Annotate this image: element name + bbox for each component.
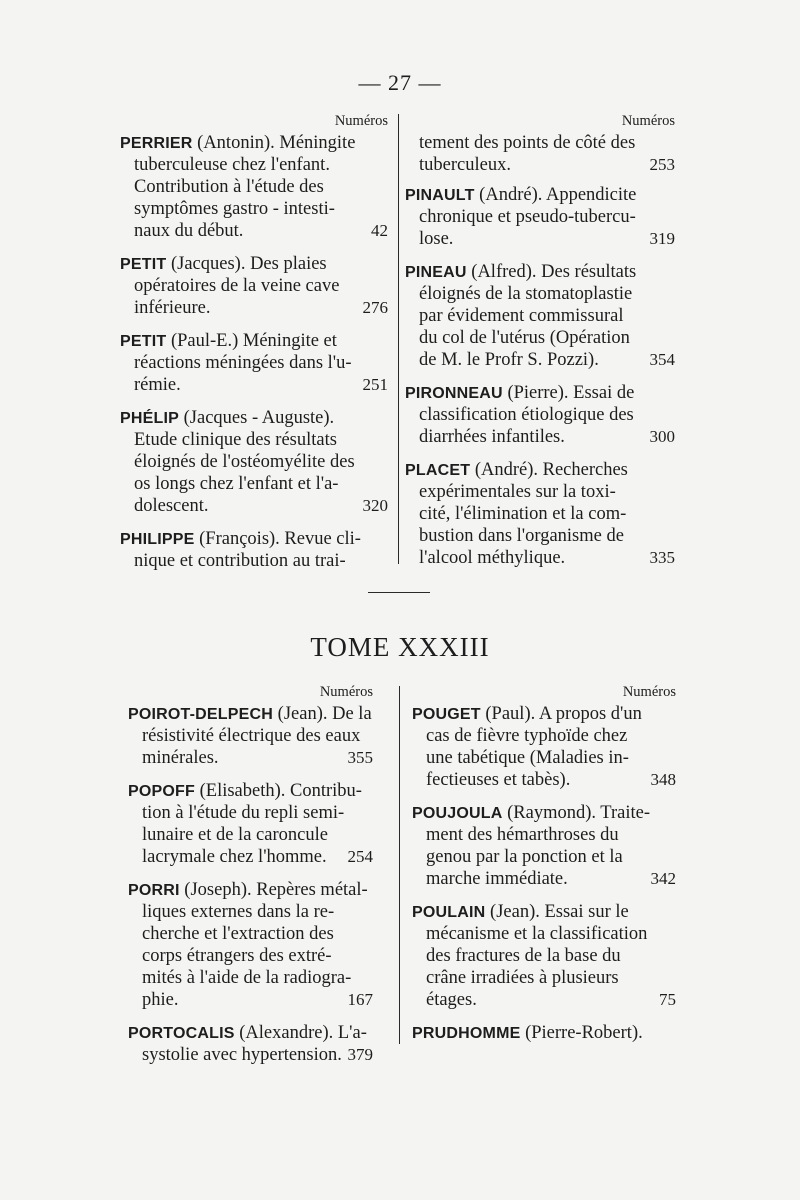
entry-number: 276 [362,298,388,317]
entry-line: dolescent. [134,496,209,516]
entry-number: 75 [659,990,676,1009]
entry-number: 167 [347,990,373,1009]
entry-line: cas de fièvre typhoïde chez [426,726,628,746]
entry-first-line [412,1022,676,1044]
entry-first-text: (Pierre). Essai de [502,383,635,403]
top-left-column [120,112,388,583]
numeros-label: Numéros [334,113,388,129]
bottom-right-column [412,683,676,1055]
author-name: PETIT [120,333,167,350]
entry-first-line [405,184,675,206]
entry-number: 335 [649,548,675,567]
thesis-entry [128,703,373,769]
author-name: PINAULT [405,187,475,204]
entry-number: 42 [371,221,388,240]
thesis-entry [120,330,388,396]
entry-first-line [120,528,388,550]
author-name: POIROT-DELPECH [128,706,274,723]
author-name: PLACET [405,462,471,479]
entry-line: systolie avec hypertension. [142,1045,342,1065]
entry-line: Etude clinique des résultats [134,430,337,450]
entry-first-line [405,382,675,404]
entry-line: classification étiologique des [419,405,634,425]
entry-line: liques externes dans la re- [142,902,335,922]
author-name: PRUDHOMME [412,1025,521,1042]
thesis-entry [405,184,675,250]
entry-line: phie. [142,990,179,1010]
entry-first-text: (Pierre-Robert). [520,1023,643,1043]
thesis-entry [128,879,373,1011]
entry-first-text: (Jacques - Auguste). [179,408,335,428]
entry-first-text: (François). Revue cli- [194,529,361,549]
entry-line: ment des hémarthroses du [426,825,619,845]
thesis-entry [412,901,676,1011]
entry-first-line [128,780,373,802]
author-name: POUGET [412,706,481,723]
thesis-entry [120,253,388,319]
entry-number: 253 [649,155,675,174]
entry-line: tion à l'étude du repli semi- [142,803,345,823]
entry-line: opératoires de la veine cave [134,276,340,296]
thesis-entry [412,703,676,791]
entry-line: inférieure. [134,298,211,318]
thesis-entry [128,780,373,868]
author-name: POPOFF [128,783,195,800]
thesis-entry [412,802,676,890]
entry-line: du col de l'utérus (Opération [419,328,630,348]
entry-line: lose. [419,229,454,249]
entry-line: tuberculeux. [419,155,511,175]
entry-first-text: (Joseph). Repères métal- [179,880,368,900]
author-name: PIRONNEAU [405,385,503,402]
entry-first-text: (Elisabeth). Contribu- [194,781,362,801]
entry-first-line [405,459,675,481]
bottom-column-divider [399,686,400,1044]
entry-line: diarrhées infantiles. [419,427,565,447]
entry-line: mités à l'aide de la radiogra- [142,968,352,988]
entry-first-text: (Antonin). Méningite [192,133,356,153]
entry-first-text: (Jacques). Des plaies [166,254,327,274]
page-number: — 27 — [358,70,442,95]
entry-line: mécanisme et la classification [426,924,648,944]
entry-first-text: (Jean). Essai sur le [485,902,629,922]
entry-first-text: (Paul). A propos d'un [480,704,642,724]
entry-number: 379 [347,1045,373,1064]
author-name: POULAIN [412,904,486,921]
entry-line: nique et contribution au trai- [134,551,346,571]
entry-number: 355 [347,748,373,767]
tome-title: TOME XXXIII [310,632,490,662]
bottom-left-column [128,683,373,1077]
entry-number: 254 [347,847,373,866]
entry-first-text: (André). Recherches [470,460,628,480]
section-separator [368,592,430,593]
entry-line: tuberculeuse chez l'enfant. [134,155,330,175]
entry-number: 251 [362,375,388,394]
entry-first-line [128,879,373,901]
entry-line: tement des points de côté des [419,133,636,153]
entry-number: 342 [650,869,676,888]
author-name: POUJOULA [412,805,503,822]
numeros-label: Numéros [622,684,676,700]
entry-line: cité, l'élimination et la com- [419,504,627,524]
author-name: PINEAU [405,264,467,281]
entry-line: naux du début. [134,221,244,241]
thesis-entry [128,1022,373,1066]
entry-first-line [120,253,388,275]
entry-number: 348 [650,770,676,789]
entry-line: expérimentales sur la toxi- [419,482,616,502]
entry-line: lunaire et de la caroncule [142,825,328,845]
entry-line: éloignés de l'ostéomyélite des [134,452,355,472]
top-right-column [405,112,675,580]
entry-number: 300 [649,427,675,446]
entry-number: 320 [362,496,388,515]
entry-line: des fractures de la base du [426,946,621,966]
thesis-entry [405,382,675,448]
entry-first-line [412,901,676,923]
entry-line: os longs chez l'enfant et l'a- [134,474,339,494]
author-name: PERRIER [120,135,193,152]
author-name: PHÉLIP [120,410,179,427]
entry-line: crâne irradiées à plusieurs [426,968,619,988]
entry-first-line [128,1022,373,1044]
thesis-entry [405,459,675,569]
entry-first-line [128,703,373,725]
entry-line: corps étrangers des extré- [142,946,332,966]
thesis-entry [120,132,388,242]
thesis-entry [120,407,388,517]
entry-line: marche immédiate. [426,869,568,889]
top-column-divider [398,114,399,564]
entry-line: minérales. [142,748,219,768]
entry-line: résistivité électrique des eaux [142,726,361,746]
entry-line: Contribution à l'étude des [134,177,324,197]
author-name: PHILIPPE [120,531,195,548]
entry-line: étages. [426,990,477,1010]
entry-line: réactions méningées dans l'u- [134,353,352,373]
entry-first-line [412,802,676,824]
entry-first-text: (Raymond). Traite- [502,803,650,823]
entry-line: une tabétique (Maladies in- [426,748,629,768]
entry-line: symptômes gastro - intesti- [134,199,335,219]
entry-line: fectieuses et tabès). [426,770,571,790]
entry-first-text: (Alfred). Des résultats [466,262,637,282]
entry-first-line [412,703,676,725]
entry-line: l'alcool méthylique. [419,548,566,568]
thesis-entry [405,261,675,371]
thesis-entry [412,1022,676,1044]
entry-line: chronique et pseudo-tubercu- [419,207,636,227]
entry-first-text: (Paul-E.) Méningite et [166,331,337,351]
entry-first-text: (André). Appendicite [474,185,637,205]
entry-first-line [120,330,388,352]
numeros-label: Numéros [319,684,373,700]
entry-line: cherche et l'extraction des [142,924,334,944]
entry-number: 319 [649,229,675,248]
continued-entry [405,132,675,176]
entry-line: genou par la ponction et la [426,847,623,867]
entry-first-text: (Alexandre). L'a- [234,1023,367,1043]
entry-line: par évidement commissural [419,306,624,326]
numeros-label: Numéros [621,113,675,129]
entry-first-line [120,132,388,154]
author-name: PORRI [128,882,180,899]
entry-number: 354 [649,350,675,369]
entry-line: éloignés de la stomatoplastie [419,284,633,304]
author-name: PORTOCALIS [128,1025,235,1042]
entry-first-line [120,407,388,429]
entry-first-line [405,261,675,283]
entry-first-text: (Jean). De la [273,704,372,724]
entry-line: rémie. [134,375,181,395]
entry-line: de M. le Profr S. Pozzi). [419,350,599,370]
thesis-entry [120,528,388,572]
entry-line: lacrymale chez l'homme. [142,847,327,867]
entry-line: bustion dans l'organisme de [419,526,624,546]
author-name: PETIT [120,256,167,273]
